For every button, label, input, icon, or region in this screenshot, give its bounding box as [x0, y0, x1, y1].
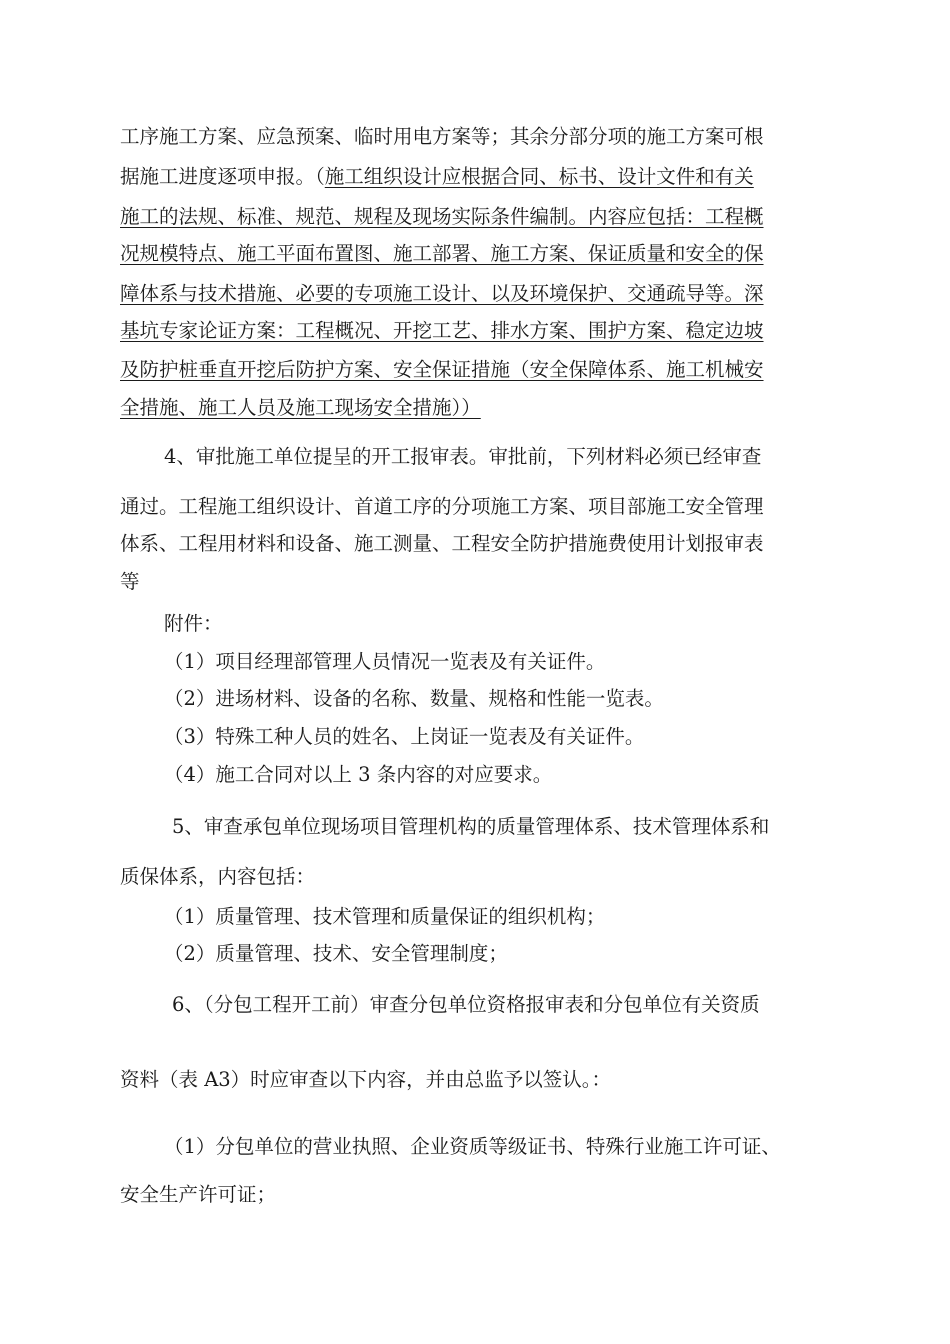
paragraph-line: 质保体系，内容包括：	[120, 865, 316, 888]
paragraph-line: 工序施工方案、应急预案、临时用电方案等；其余分部分项的施工方案可根	[120, 125, 764, 148]
underlined-line: 施工的法规、标准、规范、规程及现场实际条件编制。内容应包括：工程概	[120, 205, 764, 228]
paragraph-line: 通过。工程施工组织设计、首道工序的分项施工方案、项目部施工安全管理	[120, 495, 764, 518]
list-item: （1）质量管理、技术管理和质量保证的组织机构；	[164, 905, 606, 928]
underlined-line: 障体系与技术措施、必要的专项施工设计、以及环境保护、交通疏导等。深	[120, 282, 764, 305]
underlined-line: 全措施、施工人员及施工现场安全措施））	[120, 396, 481, 419]
list-item-continuation: 安全生产许可证；	[120, 1183, 277, 1206]
section-6-heading: 6、（分包工程开工前）审查分包单位资格报审表和分包单位有关资质	[172, 993, 760, 1016]
underlined-line: 基坑专家论证方案：工程概况、开挖工艺、排水方案、围护方案、稳定边坡	[120, 319, 764, 342]
list-item: （1）分包单位的营业执照、企业资质等级证书、特殊行业施工许可证、	[164, 1135, 781, 1158]
attachment-item: （3）特殊工种人员的姓名、上岗证一览表及有关证件。	[164, 725, 645, 748]
list-item: （2）质量管理、技术、安全管理制度；	[164, 942, 508, 965]
section-4-heading: 4、审批施工单位提呈的开工报审表。审批前，下列材料必须已经审查	[164, 445, 762, 468]
attachment-item: （2）进场材料、设备的名称、数量、规格和性能一览表。	[164, 687, 664, 710]
attachment-item: （4）施工合同对以上 3 条内容的对应要求。	[164, 763, 553, 786]
attachment-item: （1）项目经理部管理人员情况一览表及有关证件。	[164, 650, 606, 673]
paragraph-line: 等	[120, 570, 140, 593]
text-plain: 据施工进度逐项申报。（	[120, 165, 325, 188]
attachment-label: 附件：	[164, 612, 223, 635]
paragraph-line: 资料（表 A3）时应审查以下内容，并由总监予以签认。：	[120, 1068, 611, 1091]
section-5-heading: 5、审查承包单位现场项目管理机构的质量管理体系、技术管理体系和	[172, 815, 770, 838]
text-underlined: 施工组织设计应根据合同、标书、设计文件和有关	[324, 165, 754, 188]
underlined-line: 及防护桩垂直开挖后防护方案、安全保证措施（安全保障体系、施工机械安	[120, 358, 764, 381]
underlined-line: 况规模特点、施工平面布置图、施工部署、施工方案、保证质量和安全的保	[120, 242, 764, 265]
paragraph-line: 体系、工程用材料和设备、施工测量、工程安全防护措施费使用计划报审表	[120, 532, 764, 555]
paragraph-line	[120, 164, 754, 190]
